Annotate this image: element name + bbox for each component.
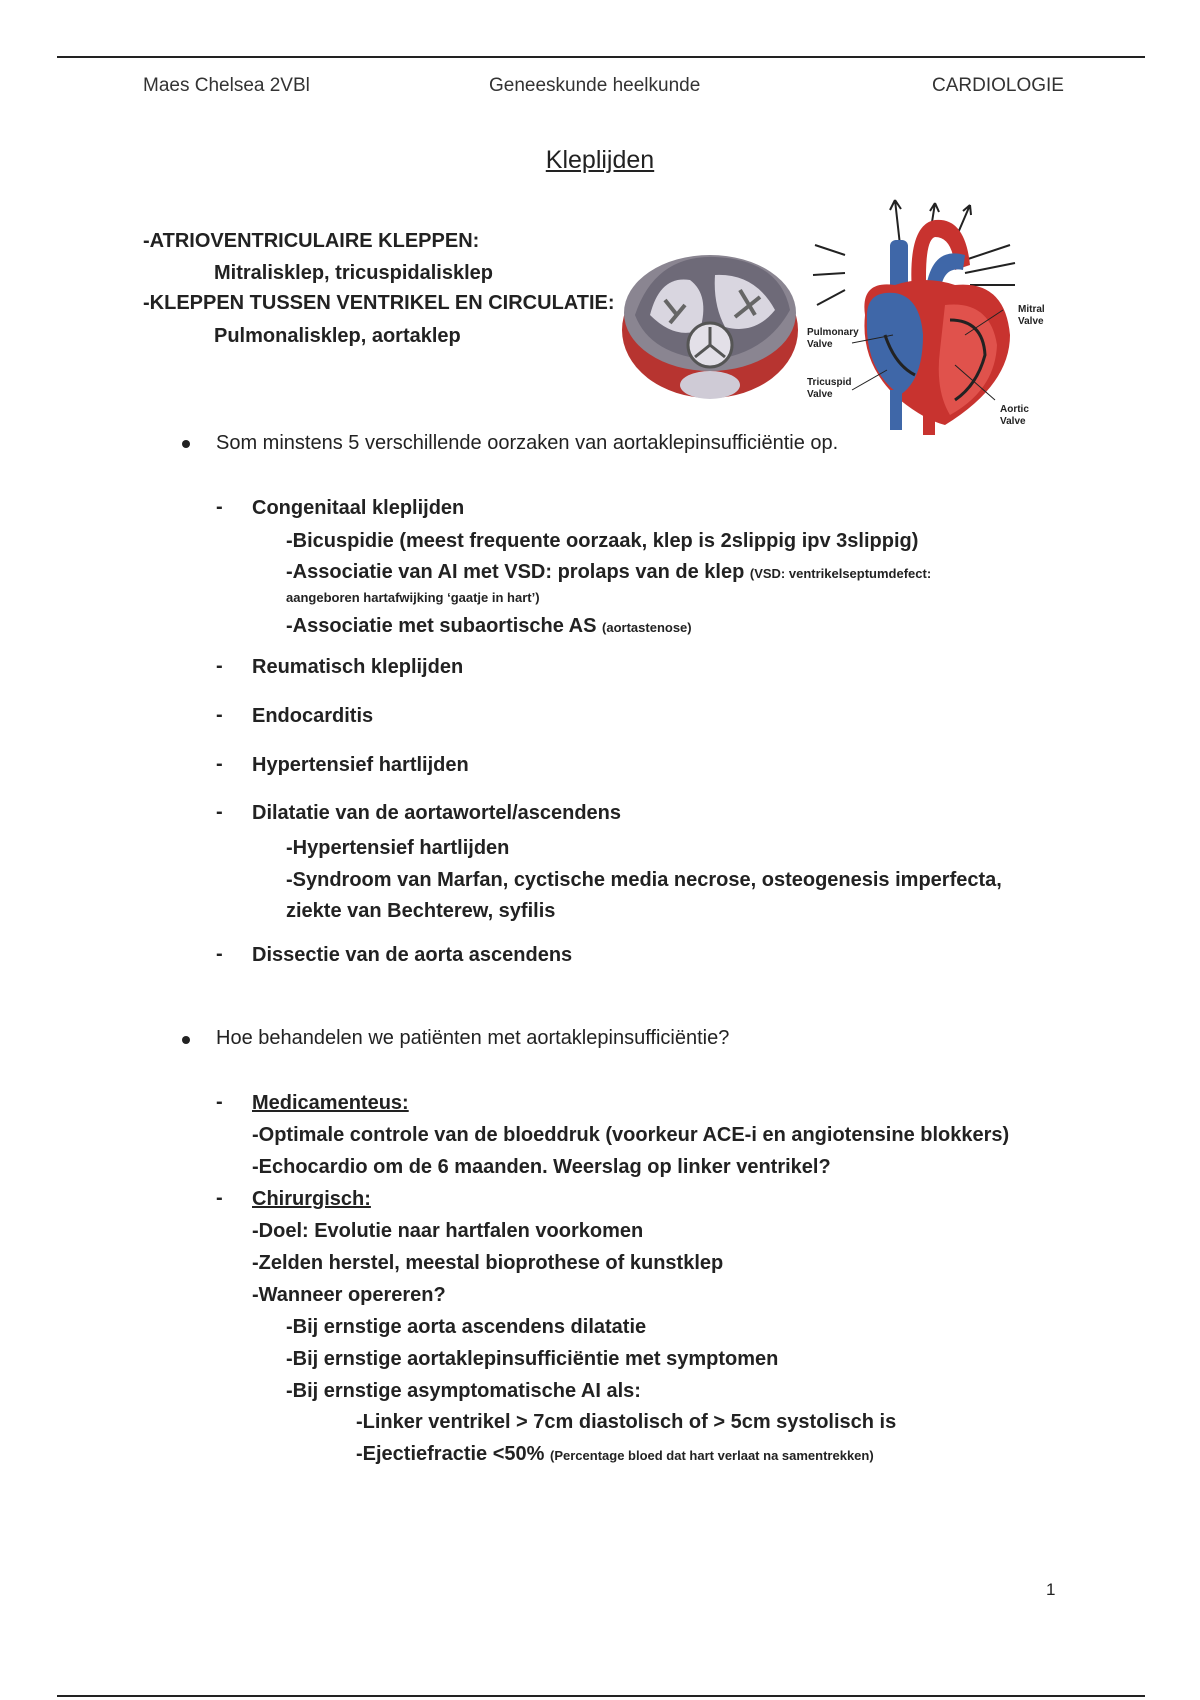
surgical-crit2: -Ejectiefractie <50% <box>356 1443 545 1465</box>
surgical-crit1: -Linker ventrikel > 7cm diastolisch of > 5cm systolisch is <box>356 1411 897 1433</box>
page-title: Kleplijden <box>545 146 655 174</box>
surgical-when3: -Bij ernstige asymptomatische AI als: <box>286 1380 641 1402</box>
label-pulmonary-2: Valve <box>807 339 833 350</box>
congenital-sub2-note-cont: aangeboren hartafwijking ‘gaatje in hart’) <box>286 590 540 605</box>
dash: - <box>216 801 223 823</box>
surgical-crit2-note: (Percentage bloed dat hart verlaat na samentrekken) <box>550 1448 874 1463</box>
top-rule <box>57 56 1145 58</box>
surgical-when2: -Bij ernstige aortaklepinsufficiëntie met symptomen <box>286 1348 779 1370</box>
cause-dissection: Dissectie van de aorta ascendens <box>252 944 573 966</box>
dash: - <box>216 943 223 965</box>
medical-line2: -Echocardio om de 6 maanden. Weerslag op linker ventrikel? <box>252 1156 831 1178</box>
label-pulmonary: Pulmonary <box>807 327 859 338</box>
header-course: Geneeskunde heelkunde <box>489 75 701 96</box>
vc-items: Pulmonalisklep, aortaklep <box>214 325 461 347</box>
heart-diagram-figure <box>805 185 1055 445</box>
dilatation-sub2: -Syndroom van Marfan, cyctische media necrose, osteogenesis imperfecta, <box>286 869 1002 891</box>
cause-hypertensive: Hypertensief hartlijden <box>252 754 469 776</box>
dilatation-sub1: -Hypertensief hartlijden <box>286 837 510 859</box>
label-tricuspid: Tricuspid <box>807 377 852 388</box>
cause-rheumatic: Reumatisch kleplijden <box>252 656 464 678</box>
medical-line1: -Optimale controle van de bloeddruk (voorkeur ACE-i en angiotensine blokkers) <box>252 1124 1010 1146</box>
congenital-sub3-note: (aortastenose) <box>602 620 692 635</box>
q1-question: Som minstens 5 verschillende oorzaken van aortaklepinsufficiëntie op. <box>216 432 839 454</box>
av-heading: -ATRIOVENTRICULAIRE KLEPPEN: <box>143 230 480 252</box>
vc-heading: -KLEPPEN TUSSEN VENTRIKEL EN CIRCULATIE: <box>143 292 615 314</box>
congenital-sub2-note: (VSD: ventrikelseptumdefect: <box>749 566 932 581</box>
header-subject: CARDIOLOGIE <box>932 75 1064 96</box>
valve-cross-section-figure <box>615 235 805 405</box>
label-mitral: Mitral <box>1018 304 1045 315</box>
q2-question: Hoe behandelen we patiënten met aortaklepinsufficiëntie? <box>216 1027 730 1049</box>
surgical-label: Chirurgisch: <box>252 1188 371 1210</box>
surgical-line1: -Doel: Evolutie naar hartfalen voorkomen <box>252 1220 644 1242</box>
cause-congenital: Congenitaal kleplijden <box>252 497 465 519</box>
dash: - <box>216 753 223 775</box>
label-aortic-2: Valve <box>1000 416 1026 427</box>
bullet-q2 <box>182 1036 190 1044</box>
surgical-when1: -Bij ernstige aorta ascendens dilatatie <box>286 1316 647 1338</box>
label-aortic: Aortic <box>1000 404 1029 415</box>
cause-endocarditis: Endocarditis <box>252 705 374 727</box>
cause-dilatation: Dilatatie van de aortawortel/ascendens <box>252 802 622 824</box>
dash: - <box>216 655 223 677</box>
medical-label: Medicamenteus: <box>252 1092 409 1114</box>
page-number: 1 <box>1046 1580 1056 1599</box>
congenital-sub3: -Associatie met subaortische AS <box>286 615 597 637</box>
dilatation-sub2-cont: ziekte van Bechterew, syfilis <box>286 900 556 922</box>
header-author: Maes Chelsea 2VBl <box>143 75 310 96</box>
congenital-sub3-line <box>286 615 692 638</box>
label-mitral-2: Valve <box>1018 316 1044 327</box>
congenital-sub1: -Bicuspidie (meest frequente oorzaak, klep is 2slippig ipv 3slippig) <box>286 530 919 552</box>
dash: - <box>216 1091 223 1113</box>
av-items: Mitralisklep, tricuspidalisklep <box>214 262 493 284</box>
surgical-crit2-line <box>356 1443 874 1466</box>
surgical-line2: -Zelden herstel, meestal bioprothese of kunstklep <box>252 1252 724 1274</box>
dash: - <box>216 496 223 518</box>
label-tricuspid-2: Valve <box>807 389 833 400</box>
dash: - <box>216 704 223 726</box>
dash: - <box>216 1187 223 1209</box>
congenital-sub2: -Associatie van AI met VSD: prolaps van de klep <box>286 561 745 583</box>
surgical-line3: -Wanneer opereren? <box>252 1284 446 1306</box>
bottom-rule <box>57 1695 1145 1697</box>
congenital-sub2-line <box>286 561 931 584</box>
bullet-q1 <box>182 440 190 448</box>
